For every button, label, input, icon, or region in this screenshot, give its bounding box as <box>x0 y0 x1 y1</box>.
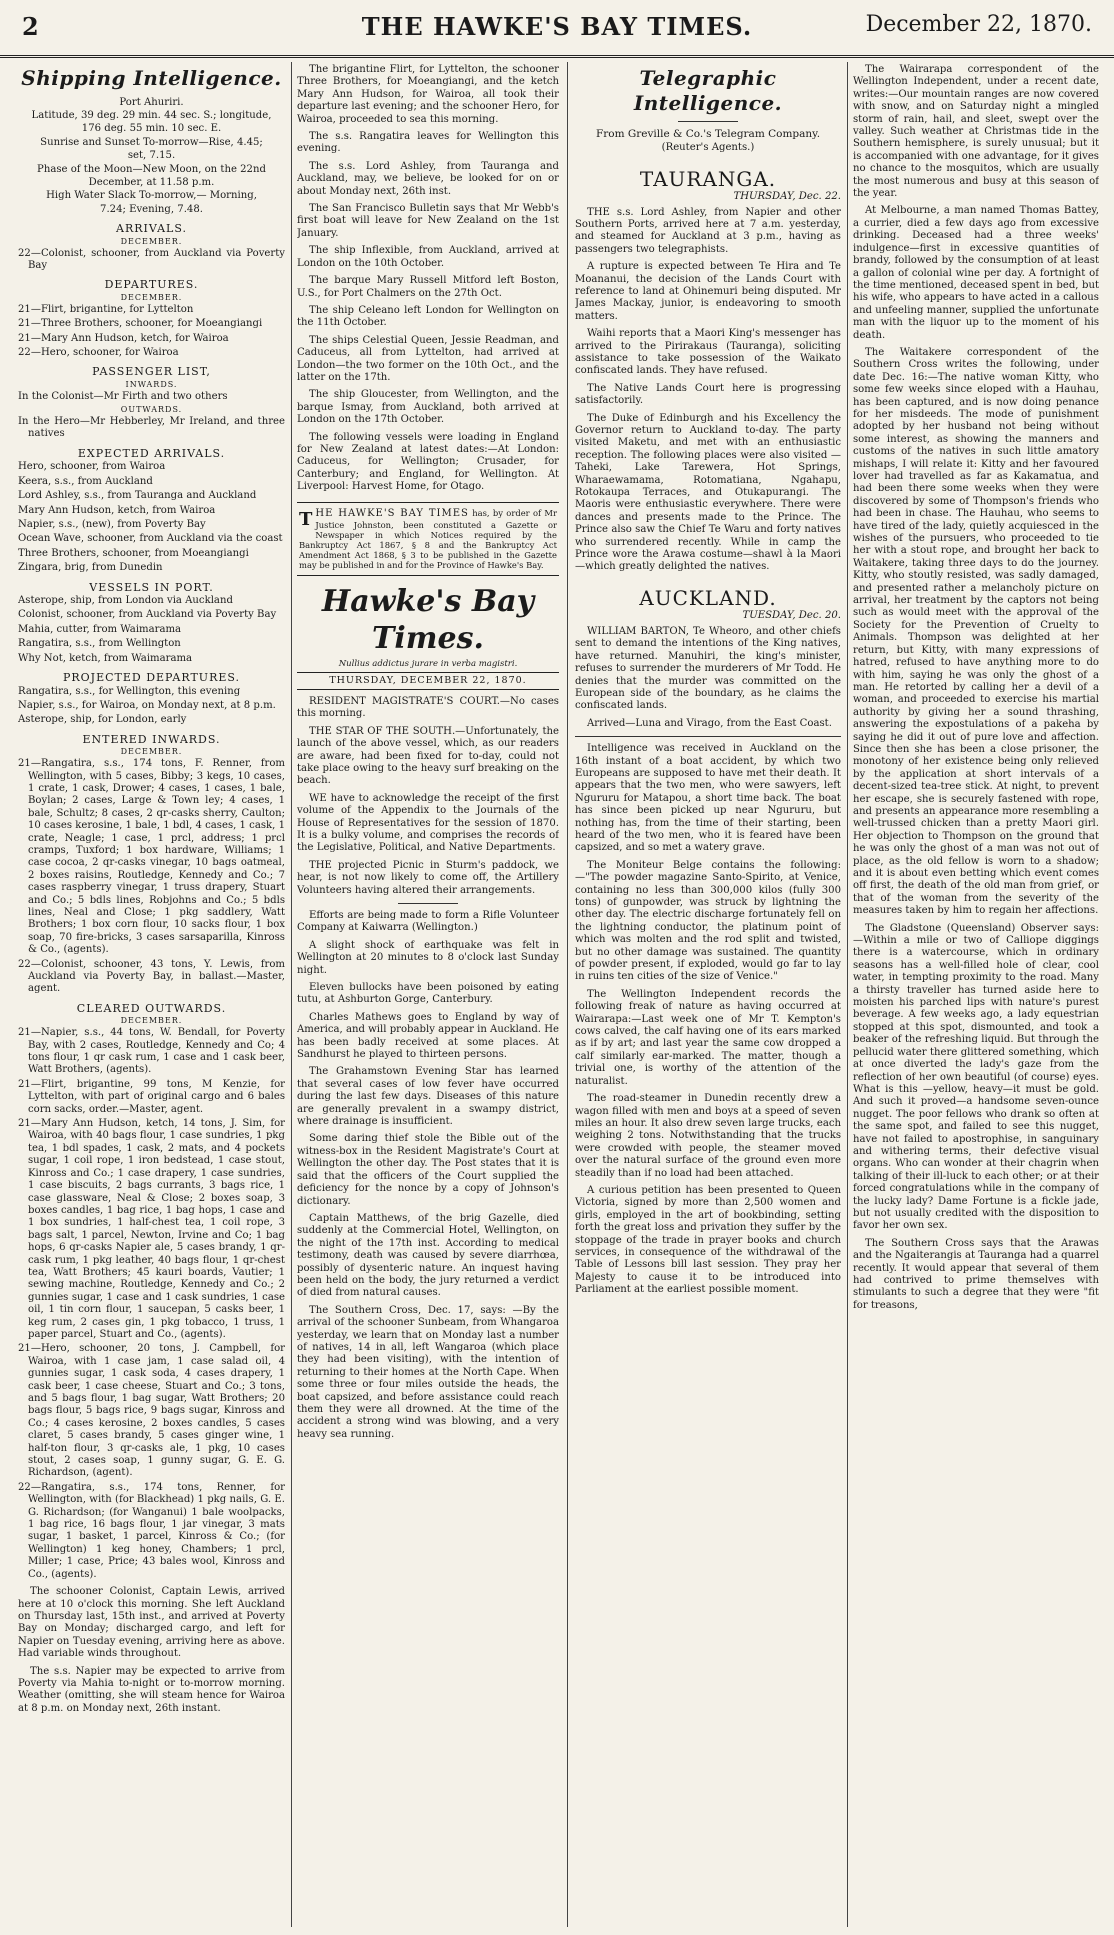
list-item: 22—Hero, schooner, for Wairoa <box>18 346 179 358</box>
column-rule <box>847 62 848 1927</box>
list-item: Asterope, ship, for London, early <box>18 714 187 726</box>
list-item: 21—Hero, schooner, 20 tons, J. Campbell, for Wairoa, with 1 case jam, 1 case salad oil, 4 gunnies sugar, 1 cask soda, 4 cases drapery, 1 cask beer, 1 case cheese, Stuart and Co.; 3 tons, and 5 bags flour, 1 bag sugar, Watt Brothers; 20 bags flour, 5 bags rice, 9 bags sugar, Kinross and Co.; 4 cases kerosine, 2 boxes candles, 5 cases claret, 5 cases brandy, 5 cases ginger wine, 1 half-ton flour, 3 qr-casks ale, 1 pkg, 10 cases stout, 2 cases soap, 1 gunny sugar, G. E. G. Richardson, (agent). <box>18 1343 285 1479</box>
arrivals-heading: ARRIVALS. <box>116 222 187 236</box>
projected-heading: PROJECTED DEPARTURES. <box>62 671 241 685</box>
inwards-label: INWARDS. <box>125 379 178 389</box>
list-item: Keera, s.s., from Auckland <box>18 475 153 487</box>
article-paragraph: The ships Celestial Queen, Jessie Readman, and Caduceus, all from Lyttelton, had arrived at London—the two former on the 10th Oct., and the latter on the 17th. <box>297 334 559 383</box>
paper-masthead: Hawke's Bay Times. <box>321 583 535 656</box>
paper-motto: Nullius addictus jurare in verba magistri. <box>338 658 518 669</box>
newspaper-title: THE HAWKE'S BAY TIMES. <box>361 12 753 41</box>
list-item: Napier, s.s., for Wairoa, on Monday next, at 8 p.m. <box>18 700 276 711</box>
article-paragraph: The Waitakere correspondent of the Southern Cross writes the following, under date Dec. 16:—The native woman Kitty, who some few weeks since eloped with a Hauhau, has been captured, and is now doing penance for her misdeeds. The mode of punishment adopted by her husband not being without some interest, as showing the manners and customs of the natives in such little amatory mishaps, I will relate it: Kitty and her favoured lover had travelled as far as Kakamatua, and had been there some weeks when they were discovered by some of Thompson's friends who had been in chase. The Hauhau, who seems to have tired of the lady, quietly acquiesced in the wishes of the pursuers, who proceeded to tie her with a stout rope, and brought her back to Waitakere, taking three days to do the journey. Kitty, who stoutly resisted, was sadly damaged, and presented rather a melancholy picture on arrival, her treatment by the captors not being such as would meet with the approval of the Society for the Prevention of Cruelty to Animals. Thompson was delighted at her return, but Kitty, with many expressions of hatred, refused to have anything more to do with him, saying he was only the ghost of a man. He retorted by calling her a devil of a woman, and proceeded to exercise his martial authority by giving her a sound thrashing, answering the expostulations of a pakeha by saying he did it out of pure love and affection. Since then she has been a close prisoner, the monotony of her existence being only relieved by the application at short intervals of a decent-sized tea-tree stick. At night, to prevent her escape, she is securely fastened with rope, and presents an appearance more resembling a well-trussed chicken than a pretty Maori girl. Her objection to Thompson on the ground that he was only the ghost of a man was not out of place, as the old fellow is worn to a shadow; and it is about even betting which event comes off first, the death of the old man from grief, or that of the woman from the severity of the measures taken by him to regain her affections. <box>853 346 1099 917</box>
passenger-heading: PASSENGER LIST, <box>92 365 211 379</box>
list-item: 22—Colonist, schooner, 43 tons, Y. Lewis, from Auckland via Poverty Bay, in ballast.—Master, agent. <box>18 958 285 995</box>
article-paragraph: The Wairarapa correspondent of the Wellington Independent, under a recent date, writes:—Our mountain ranges are now covered with snow, and on Saturday night a mingled storm of rain, hail, and sleet, swept over the valley. Such weather at Christmas tide in the Southern hemisphere, is surely unusual; but it is accompanied with one advantage, for it gives no chance to the mosquitos, which are usually the most numerous and busy at this season of the year. <box>853 64 1099 200</box>
port-name: Port Ahuriri. <box>119 96 184 108</box>
article-paragraph: The Wellington Independent records the following freak of nature as having occurred at Wairarapa:—Last week one of Mr T. Kempton's cows calved, the calf having one of its ears marked as if by art; and last year the same cow dropped a calf similarly ear-marked. The matter, though a trivial one, is worthy of the attention of the naturalist. <box>575 988 841 1087</box>
astro-line: Phase of the Moon—New Moon, on the 22nd <box>37 163 266 175</box>
column-rule <box>567 62 568 1927</box>
outwards-label: OUTWARDS. <box>120 405 183 415</box>
article-paragraph: The Gladstone (Queensland) Observer says:—Within a mile or two of Calliope diggings there is a watercourse, which in ordinary seasons has a well-filled hole of clear, cool water, in tempting proximity to the road. Many a thirsty traveller has turned aside here to moisten his parched lips with nature's purest beverage. A few weeks ago, a lady equestrian stopped at this spot, dismounted, and took a beaker of the refreshing liquid. But through the pellucid water there glittered something, which at once diverted the lady's gaze from the reflection of her own beautiful (of course) eyes. What is this —yellow, heavy—it must be gold. And such it proved—a handsome seven-ounce nugget. The poor fellows who drank so often at the same spot, and failed to see this nugget, have not failed to apostrophise, in sanguinary and withering terms, their defective visual organs. Who can wonder at their chagrin when talking of their ill-luck to each other; or at their forced congratulations while in the company of the lucky lady? Dame Fortune is a fickle jade, but not usually credited with the disposition to favor her own sex. <box>853 922 1099 1232</box>
list-item: Ocean Wave, schooner, from Auckland via the coast <box>18 533 283 545</box>
article-paragraph: Some daring thief stole the Bible out of the witness-box in the Resident Magistrate's Court at Wellington the other day. The Post states that it is said that the officers of the Court supplied the deficiency for the nonce by a copy of Johnson's dictionary. <box>297 1133 559 1207</box>
list-item: Rangatira, s.s., from Wellington <box>18 638 181 650</box>
dateline: TUESDAY, Dec. 20. <box>742 610 841 622</box>
departures-heading: DEPARTURES. <box>104 278 199 292</box>
notice-text: has, by order of Mr Justice Johnston, been constituted a Gazette or Newspaper in which Notices required by the Bankruptcy Act 1867, § 8 and the Bankruptcy Act Amendment Act 1868, § 3 to be published in the Gazette may be published in and for the Province of Hawke's Bay. <box>299 507 557 570</box>
list-item: Why Not, ketch, from Waimarama <box>18 652 193 664</box>
divider <box>398 903 458 904</box>
article-paragraph: The ship Gloucester, from Wellington, and the barque Ismay, from Auckland, both arrived at London on the 17th October. <box>297 389 559 426</box>
list-item: Mahia, cutter, from Waimarama <box>18 623 182 635</box>
list-item: 22—Rangatira, s.s., 174 tons, Renner, for Wellington, with (for Blackhead) 1 pkg nails, G. E. G. Richardson; (for Wanganui) 1 bale woolpacks, 1 bag rice, 16 bags flour, 1 jar vinegar, 3 mats sugar, 1 basket, 1 parcel, Kinross & Co.; (for Wellington) 1 keg honey, Chambers; 1 prcl, Miller; 1 case, Price; 43 bales wool, Kinross and Co., (agents). <box>18 1481 285 1580</box>
list-item: Zingara, brig, from Dunedin <box>18 562 163 574</box>
town-heading: AUCKLAND. <box>639 585 777 610</box>
masthead <box>0 0 1114 58</box>
month-label: DECEMBER. <box>120 236 183 246</box>
astro-line: 176 deg. 55 min. 10 sec. E. <box>81 123 222 135</box>
astro-line: set, 7.15. <box>127 150 176 162</box>
column-editorial <box>297 64 559 1927</box>
article-paragraph: Captain Matthews, of the brig Gazelle, died suddenly at the Commercial Hotel, Wellington, on the night of the 17th inst. According to medical testimony, death was caused by severe diarrhœa, possibly of dysenteric nature. An inquest having been held on the body, the jury returned a verdict of died from natural causes. <box>297 1212 559 1299</box>
entered-heading: ENTERED INWARDS. <box>82 732 221 746</box>
list-item: In the Hero—Mr Hebberley, Mr Ireland, and three natives <box>18 415 285 440</box>
article-paragraph: The ship Inflexible, from Auckland, arrived at London on the 10th October. <box>297 245 559 269</box>
article-paragraph: THE projected Picnic in Sturm's paddock, we hear, is not now likely to come off, the Artillery Volunteers having altered their arrangements. <box>297 859 559 896</box>
divider <box>575 736 841 737</box>
astro-line: Sunrise and Sunset To-morrow—Rise, 4.45; <box>40 136 263 148</box>
notice-title: HE HAWKE'S BAY TIMES <box>315 507 469 519</box>
article-paragraph: The Native Lands Court here is progressing satisfactorily. <box>575 382 841 407</box>
telegram-company: From Greville & Co.'s Telegram Company. <box>595 128 821 141</box>
article-paragraph: Eleven bullocks have been poisoned by eating tutu, at Ashburton Gorge, Canterbury. <box>297 982 559 1006</box>
issue-date: December 22, 1870. <box>865 12 1092 37</box>
column-rule <box>291 62 292 1927</box>
article-paragraph: A rupture is expected between Te Hira and Te Moananui, the decision of the Lands Court with reference to land at Ohinemuri being disputed. Mr James Mackay, junior, is endeavoring to smooth matters. <box>575 261 841 322</box>
column-shipping <box>18 64 285 1927</box>
article-paragraph: RESIDENT MAGISTRATE'S COURT.—No cases this morning. <box>297 695 559 720</box>
article-paragraph: The Southern Cross, Dec. 17, says: —By the arrival of the schooner Sunbeam, from Whangaroa yesterday, we learn that on Monday last a number of natives, 14 in all, left Wangaroa (which place they had been visiting), with the intention of returning to their homes at the North Cape. When some three or four miles outside the heads, the boat capsized, and before assistance could reach them they were all drowned. At the time of the accident a strong wind was blowing, and a very heavy sea running. <box>297 1304 559 1440</box>
month-label: DECEMBER. <box>120 1016 183 1026</box>
list-item: Hero, schooner, from Wairoa <box>18 461 166 473</box>
article-paragraph: A slight shock of earthquake was felt in Wellington at 20 minutes to 8 o'clock last Sunday night. <box>297 939 559 976</box>
article-paragraph: THE s.s. Lord Ashley, from Napier and other Southern Ports, arrived here at 7 a.m. yesterday, and steamed for Auckland at 3 p.m., having as passengers two telegraphists. <box>575 206 841 255</box>
dateline: THURSDAY, DECEMBER 22, 1870. <box>297 672 559 690</box>
article-paragraph: WE have to acknowledge the receipt of the first volume of the Appendix to the Journals of the House of Representatives for the session of 1870. It is a bulky volume, and comprises the records of the Legislative, Political, and Native Departments. <box>297 792 559 854</box>
list-item: Asterope, ship, from London via Auckland <box>18 595 233 607</box>
astro-line: Latitude, 39 deg. 29 min. 44 sec. S.; longitude, <box>31 110 272 121</box>
article-paragraph: The brigantine Flirt, for Lyttelton, the schooner Three Brothers, for Moeangiangi, and the ketch Mary Ann Hudson, for Wairoa, all took their departure last evening; and the schooner Hero, for Wairoa, proceeded to sea this morning. <box>297 64 559 125</box>
list-item: 21—Rangatira, s.s., 174 tons, F. Renner, from Wellington, with 5 cases, Bibby; 3 kegs, 10 cases, 1 crate, 1 cask, Drower; 4 cases, 1 cases, 1 bale, Boylan; 2 cases, Large & Town ley; 4 cases, 1 bale, Schultz; 8 cases, 2 qr-casks sherry, Caulton; 10 cases kerosine, 1 bale, 1 bdl, 4 cases, 1 cask, 1 crate, Neagle; 1 case, 1 prcl, address; 1 prcl cramps, Tuxford; 1 box hardware, Williams; 1 case cocoa, 2 qr-casks vinegar, 10 bags oatmeal, 2 boxes raisins, Routledge, Kennedy and Co.; 7 cases raspberry vinegar, 1 truss drapery, Stuart and Co.; 5 bdls lines, Robjohns and Co.; 5 bdls lines, Neal and Close; 1 pkg saddlery, Watt Brothers; 1 box corn flour, 10 sacks flour, 1 box soap, 70 fire-bricks, 3 cases sarsaparilla, Kinross & Co., (agents). <box>18 758 285 956</box>
expected-heading: EXPECTED ARRIVALS. <box>77 446 226 460</box>
gazette-notice <box>297 502 559 576</box>
article-paragraph: Efforts are being made to form a Rifle Volunteer Company at Kaiwarra (Wellington.) <box>297 909 559 934</box>
article-paragraph: The Grahamstown Evening Star has learned that several cases of low fever have occurred during the last few days. Diseases of this nature are generally prevalent in a swampy district, where drainage is insufficient. <box>297 1066 559 1128</box>
article-paragraph: The Duke of Edinburgh and his Excellency the Governor return to Auckland to-day. The party visited Maketu, and met with an enthusiastic reception. The following places were also visited —Taheki, Lake Tarewera, Hot Springs, Wharaewamama, Rotomatiana, Ngahapu, Rotokaupa Terraces, and Otukapurangi. The Maoris were enthusiastic everywhere. There were dances and presents made to the Prince. The Prince also saw the Chief Te Waru and forty natives who surrendered recently. While in camp the Prince wore the Arawa costume—shawl à la Maori—which greatly delighted the natives. <box>575 412 841 573</box>
article-paragraph: The following vessels were loading in England for New Zealand at latest dates:—At London: Caduceus, for Wellington; Crusader, for Canterbury; and England, for Wellington. At Liverpool: Harvest Home, for Otago. <box>297 431 559 493</box>
vessels-heading: VESSELS IN PORT. <box>89 580 214 594</box>
article-paragraph: The Moniteur Belge contains the following:—"The powder magazine Santo-Spirito, at Venice, containing no less than 300,000 kilos (fully 300 tons) of gunpowder, was struck by lightning the other day. The electric discharge fortunately fell on the lightning conductor, the platinum point of which was molten and the rod split and twisted, but no other damage was sustained. The quantity of powder present, if exploded, would go far to lay in ruins ten cities of the size of Venice." <box>575 859 841 983</box>
list-item: Napier, s.s., (new), from Poverty Bay <box>18 518 206 530</box>
list-item: Rangatira, s.s., for Wellington, this evening <box>18 685 241 697</box>
article-paragraph: The Southern Cross says that the Arawas and the Ngaiterangis at Tauranga had a quarrel recently. It would appear that several of them had contrived to prime themselves with stimulants to such a degree that they were "fit for treasons, <box>853 1237 1099 1311</box>
astro-line: High Water Slack To-morrow,— Morning, <box>46 190 257 202</box>
list-item: 21—Three Brothers, schooner, for Moeangiangi <box>18 318 263 330</box>
column-telegraphic <box>575 64 841 1927</box>
astro-block <box>18 110 285 216</box>
article-paragraph: A curious petition has been presented to Queen Victoria, signed by more than 2,500 women and girls, employed in the art of bookbinding, setting forth the great loss and privation they suffer by the stoppage of the trade in prayer books and church services, in consequence of the withdrawal of the Table of Lessons bill last session. They pray her Majesty to cause it to be introduced into Parliament at the earliest possible moment. <box>575 1184 841 1296</box>
list-item: 22—Colonist, schooner, from Auckland via Poverty Bay <box>18 247 285 271</box>
article-paragraph: The barque Mary Russell Mitford left Boston, U.S., for Port Chalmers on the 27th Oct. <box>297 275 559 299</box>
agents-label: (Reuter's Agents.) <box>661 142 755 154</box>
list-item: 21—Mary Ann Hudson, ketch, 14 tons, J. Sim, for Wairoa, with 40 bags flour, 1 case sundries, 1 pkg tea, 1 bdl spades, 1 cask, 2 mats, and 4 pockets sugar, 1 coil rope, 1 iron bedstead, 1 case stout, Kinross and Co.; 1 case drapery, 1 case sundries, 1 case biscuits, 2 bags currants, 3 bags rice, 1 case glassware, Neal & Close; 2 boxes soap, 3 boxes candles, 1 bag rice, 1 bag hops, 1 case and 1 box sundries, 1 half-chest tea, 1 coil rope, 3 bags salt, 1 parcel, Newton, Irvine and Co; 1 bag hops, 6 qr-casks Napier ale, 5 cases brandy, 1 qr-cask rum, 1 pkg leather, 40 bags flour, 1 qr-chest tea, Watt Brothers; 45 kauri boards, Vautier; 1 sewing machine, Routledge, Kennedy and Co.; 2 gunnies sugar, 1 case and 1 cask sundries, 1 case oil, 1 tin corn flour, 1 saucepan, 5 casks beer, 1 keg rum, 2 cases gin, 1 pkg tobacco, 1 truss, 1 paper parcel, Stuart and Co., (agents). <box>18 1118 285 1340</box>
article-paragraph: Intelligence was received in Auckland on the 16th instant of a boat accident, by which two Europeans are supposed to have met their death. It appears that the two men, who were sawyers, left Ngururu for Matapou, a short time back. The boat has since been picked up near Ngururu, but nothing has, from the time of their starting, been heard of the two men, who it is feared have been capsized, and so met a watery grave. <box>575 743 841 854</box>
list-item: 21—Napier, s.s., 44 tons, W. Bendall, for Poverty Bay, with 2 cases, Routledge, Kennedy and Co; 4 tons flour, 1 qr cask rum, 1 case and 1 cask beer, Watt Brothers, (agents). <box>18 1027 285 1076</box>
section-heading: Shipping Intelligence. <box>21 66 282 90</box>
list-item: Lord Ashley, s.s., from Tauranga and Auckland <box>18 490 257 502</box>
cleared-heading: CLEARED OUTWARDS. <box>76 1001 227 1015</box>
article-paragraph: The s.s. Napier may be expected to arrive from Poverty via Mahia to-night or to-morrow morning. Weather (omitting, she will steam hence for Wairoa at 8 p.m. on Monday next, 26th instant. <box>18 1665 285 1714</box>
dateline: THURSDAY, Dec. 22. <box>733 191 841 203</box>
divider <box>678 121 738 122</box>
article-paragraph: The s.s. Rangatira leaves for Wellington this evening. <box>297 131 559 155</box>
town-heading: TAURANGA. <box>639 166 777 191</box>
article-paragraph: Waihi reports that a Maori King's messenger has arrived to the Pirirakaus (Tauranga), soliciting assistance to take possession of the Waikato confiscated lands. They have refused. <box>575 328 841 377</box>
section-heading: Telegraphic Intelligence. <box>633 66 783 115</box>
list-item: Colonist, schooner, from Auckland via Poverty Bay <box>18 609 277 621</box>
list-item: 21—Flirt, brigantine, 99 tons, M Kenzie, for Lyttelton, with part of original cargo and 6 bales corn sacks, order.—Master, agent. <box>18 1078 285 1115</box>
article-paragraph: Charles Mathews goes to England by way of America, and will probably appear in Auckland. He has been badly received at some places. At Sandhurst he played to thirteen persons. <box>297 1011 559 1061</box>
drop-cap: T <box>299 508 313 530</box>
astro-line: December, at 11.58 p.m. <box>88 177 215 189</box>
article-paragraph: The San Francisco Bulletin says that Mr Webb's first boat will leave for New Zealand on the 1st January. <box>297 203 559 239</box>
list-item: In the Colonist—Mr Firth and two others <box>18 390 228 402</box>
column-news <box>853 64 1099 1927</box>
astro-line: 7.24; Evening, 7.48. <box>100 203 203 215</box>
article-paragraph: The ship Celeano left London for Wellington on the 11th October. <box>297 304 559 329</box>
article-paragraph: The s.s. Lord Ashley, from Tauranga and Auckland, may, we believe, be looked for on or about Monday next, 26th inst. <box>297 160 559 197</box>
article-paragraph: At Melbourne, a man named Thomas Battey, a currier, died a few days ago from excessive drinking. Deceased had a three weeks' indulgence—first in excessive quantities of brandy, followed by the consumption of at least a gallon of colonial wine per day. A fortnight of the time mentioned, deceased spent in bed, but his wife, who appears to have acted in a callous and unfeeling manner, supplied the unfortunate man with the liquor up to the moment of his death. <box>853 205 1099 341</box>
article-paragraph: The schooner Colonist, Captain Lewis, arrived here at 10 o'clock this morning. She left Auckland on Thursday last, 15th inst., and arrived at Poverty Bay on Monday; discharged cargo, and left for Napier on Tuesday evening, arriving here as above. Had variable winds throughout. <box>18 1586 285 1660</box>
month-label: DECEMBER. <box>120 747 183 757</box>
list-item: 21—Flirt, brigantine, for Lyttelton <box>18 303 194 315</box>
list-item: Three Brothers, schooner, from Moeangiangi <box>18 547 249 559</box>
month-label: DECEMBER. <box>120 292 183 302</box>
article-paragraph: Arrived—Luna and Virago, from the East Coast. <box>587 717 832 729</box>
article-paragraph: WILLIAM BARTON, Te Wheoro, and other chiefs sent to demand the intentions of the King natives, have returned. Manuhiri, the king's minister, refuses to surrender the murderers of Mr Todd. He denies that the murder was committed on the European side of the boundary, as he claims the confiscated lands. <box>575 625 841 712</box>
list-item: 21—Mary Ann Hudson, ketch, for Wairoa <box>18 332 229 344</box>
list-item: Mary Ann Hudson, ketch, from Wairoa <box>18 504 216 516</box>
article-paragraph: The road-steamer in Dunedin recently drew a wagon filled with men and boys at a speed of seven miles an hour. It also drew seven large trucks, each weighing 2 tons. Notwithstanding that the trucks were crowded with people, the steamer moved over the natural surface of the ground even more steadily than if no load had been attached. <box>575 1093 841 1179</box>
article-paragraph: THE STAR OF THE SOUTH.—Unfortunately, the launch of the above vessel, which, as our readers are aware, had been fixed for to-day, could not take place owing to the heavy surf breaking on the beach. <box>297 725 559 787</box>
page-number: 2 <box>22 12 39 41</box>
